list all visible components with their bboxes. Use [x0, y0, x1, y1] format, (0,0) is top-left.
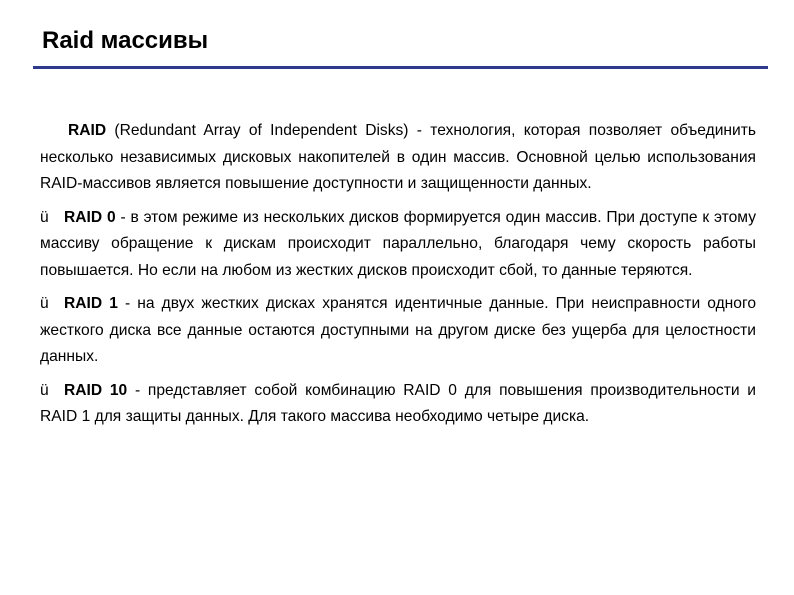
- intro-text: (Redundant Array of Independent Disks) - технология, которая позволяет объединить несколько независимых дисковых накопителей в один массив. Основной целью использования RAID-массивов является повышение доступности и защищенности данных.: [40, 122, 756, 192]
- checkmark-icon: ü: [40, 295, 49, 312]
- intro-paragraph: [40, 118, 756, 198]
- list-item-raid-10: [40, 378, 756, 431]
- item-term: RAID 10: [64, 381, 128, 399]
- title-divider: [33, 66, 768, 69]
- intro-term: RAID: [68, 122, 107, 139]
- checkmark-icon: ü: [40, 381, 49, 399]
- item-term: RAID 0: [64, 208, 116, 226]
- item-text: - представляет собой комбинацию RAID 0 для повышения производительности и RAID 1 для защиты данных. Для такого массива необходимо четыре диска.: [40, 381, 756, 425]
- item-text: - в этом режиме из нескольких дисков формируется один массив. При доступе к этому массиву обращение к дискам происходит параллельно, благодаря чему скорость работы повышается. Но если на любом из жестких дисков происходит сбой, то данные теряются.: [40, 208, 756, 279]
- slide-body: [40, 118, 756, 431]
- item-text: - на двух жестких дисках хранятся идентичные данные. При неисправности одного жесткого диска все данные остаются доступными на другом диске без ущерба для целостности данных.: [40, 295, 756, 365]
- list-item-raid-0: [40, 205, 756, 285]
- item-term: RAID 1: [64, 295, 118, 312]
- page-title: Raid массивы: [42, 27, 209, 54]
- list-item-raid-1: [40, 291, 756, 371]
- checkmark-icon: ü: [40, 208, 49, 226]
